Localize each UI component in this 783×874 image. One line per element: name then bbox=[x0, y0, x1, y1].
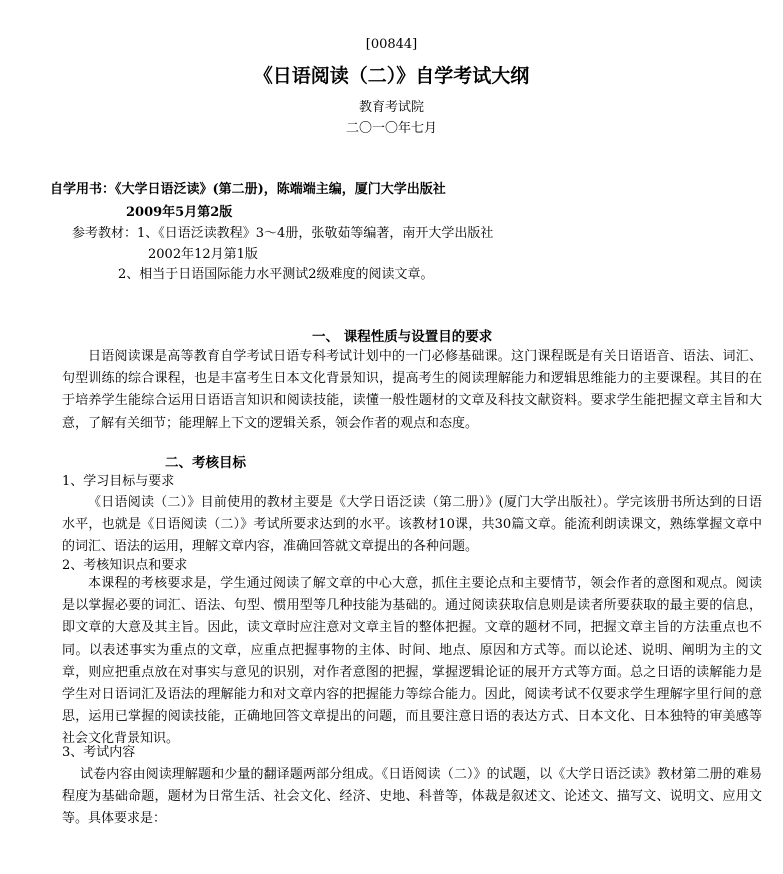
reference-textbook-edition: 2002年12月第1版 bbox=[148, 247, 258, 262]
subsection-2-title: 2、考核知识点和要求 bbox=[62, 558, 188, 573]
section-1-body: 日语阅读课是高等教育自学考试日语专科考试计划中的一门必修基础课。这门课程既是有关日语语音、语法、词汇、句型训练的综合课程，也是丰富考生日本文化背景知识，提高考生的阅读理解能力和逻辑思维能力的主要课程。其目的在于培养学生能综合运用日语语言知识和阅读技能，读懂一般性题材的文章及科技文献资料。要求学生能把握文章主旨和大意，了解有关细节；能理解上下文的逻辑关系，领会作者的观点和态度。 bbox=[62, 349, 762, 431]
subsection-3-body: 试卷内容由阅读理解题和少量的翻译题两部分组成。《日语阅读（二）》的试题，以《大学日语泛读》教材第二册的难易程度为基础命题，题材为日常生活、社会文化、经济、史地、科普等，体裁是叙述文、论述文、描写文、说明文、应用文等。具体要求是： bbox=[62, 767, 762, 827]
document-code: [00844] bbox=[365, 37, 418, 52]
subsection-2-body: 本课程的考核要求是，学生通过阅读了解文章的中心大意，抓住主要论点和主要情节，领会作者的意图和观点。阅读是以掌握必要的词汇、语法、句型、惯用型等几种技能为基础的。通过阅读获取信息则是读者所要获取的最主要的信息，即文章的大意及其主旨。因此，读文章时应注意对文章主旨的整体把握。文章的题材不同，把握文章主旨的方法重点也不同。以表述事实为重点的文章，应重点把握事物的主体、时间、地点、原因和方式等。而以论述、说明、阐明为主的文章，则应把重点放在对事实与意见的识别，对作者意图的把握，掌握逻辑论证的展开方式等方面。总之日语的读解能力是学生对日语词汇及语法的理解能力和对文章内容的把握能力等综合能力。因此，阅读考试不仅要求学生理解字里行间的意思，运用已掌握的阅读技能，正确地回答文章提出的问题，而且要注意日语的表达方式、日本文化、日本独特的审美感等社会文化背景知识。 bbox=[62, 576, 762, 747]
issuing-organization: 教育考试院 bbox=[358, 100, 424, 115]
section-1-heading: 一、 课程性质与设置目的要求 bbox=[312, 329, 493, 345]
subsection-3-title: 3、考试内容 bbox=[62, 745, 136, 760]
reference-material-2: 2、相当于日语国际能力水平测试2级难度的阅读文章。 bbox=[118, 267, 434, 282]
main-textbook-line: 自学用书：《大学日语泛读》(第二册)，陈端端主编，厦门大学出版社 bbox=[50, 182, 446, 197]
issue-date: 二〇一〇年七月 bbox=[345, 121, 437, 136]
main-textbook-edition: 2009年5月第2版 bbox=[126, 205, 233, 220]
subsection-1-body: 《日语阅读（二）》目前使用的教材主要是《大学日语泛读（第二册）》(厦门大学出版社）。学完该册书所达到的日语水平，也就是《日语阅读（二）》考试所要求达到的水平。该教材10课，共30篇文章。能流利朗读课文，熟练掌握文章中的词汇、语法的运用，理解文章内容，准确回答就文章提出的各种问题。 bbox=[62, 495, 762, 555]
document-title: 《日语阅读（二）》自学考试大纲 bbox=[253, 65, 530, 87]
section-2-heading: 二、考核目标 bbox=[165, 455, 246, 471]
subsection-1-title: 1、学习目标与要求 bbox=[62, 474, 175, 489]
reference-textbook-line: 参考教材：1、《日语泛读教程》3～4册，张敬茹等编著，南开大学出版社 bbox=[72, 226, 494, 241]
